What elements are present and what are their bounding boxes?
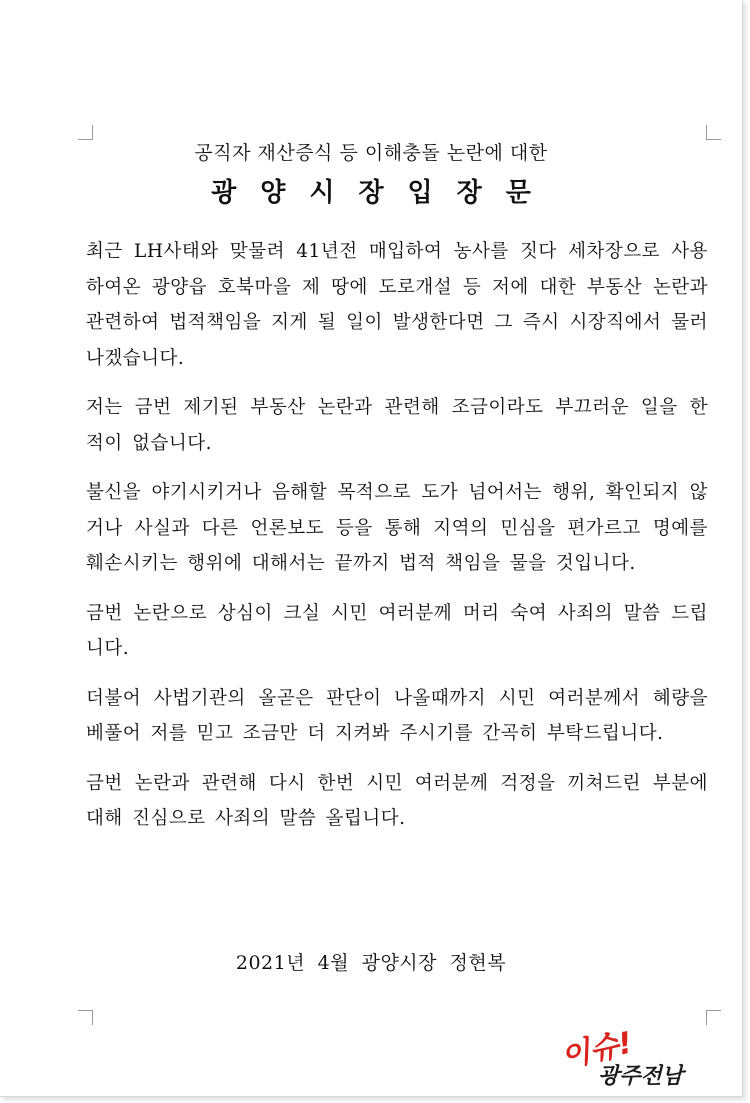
signature-line: 2021년 4월 광양시장 정현복 <box>235 952 507 974</box>
crop-mark-bottom-left <box>78 1010 93 1025</box>
paragraph-1: 최근 LH사태와 맞물려 41년전 매입하여 농사를 짓다 세차장으로 사용하여온 광양읍 호북마을 제 땅에 도로개설 등 저에 대한 부동산 논란과 관련하여 법적책임을 지게 될 일이 발생한다면 그 즉시 시장직에서 물러나겠습니다. <box>86 241 708 369</box>
document-title: 광양시장입장문 <box>211 178 555 208</box>
paragraph-6: 금번 논란과 관련해 다시 한번 시민 여러분께 걱정을 끼쳐드린 부분에 대해 진심으로 사죄의 말씀 올립니다. <box>86 772 708 829</box>
paragraph-2: 저는 금번 제기된 부동산 논란과 관련해 조금이라도 부끄러운 일을 한 적이 없습니다. <box>86 397 708 454</box>
paragraph-3: 불신을 야기시키거나 음해할 목적으로 도가 넘어서는 행위, 확인되지 않거나 사실과 다른 언론보도 등을 통해 지역의 민심을 편가르고 명예를 훼손시키는 행위에 대해서는 끝까지 법적 책임을 물을 것입니다. <box>86 482 708 574</box>
watermark-line2: 광주전남 <box>598 1064 684 1089</box>
watermark-logo-graphic <box>560 1025 710 1095</box>
paragraph-4: 금번 논란으로 상심이 크실 시민 여러분께 머리 숙여 사죄의 말씀 드립니다. <box>86 602 708 659</box>
paragraph-5: 더불어 사법기관의 올곧은 판단이 나올때까지 시민 여러분께서 혜량을 베풀어 저를 믿고 조금만 더 지켜봐 주시기를 간곡히 부탁드립니다. <box>86 687 708 744</box>
watermark-logo <box>560 1025 710 1095</box>
crop-mark-bottom-right <box>706 1010 721 1025</box>
document-subtitle: 공직자 재산증식 등 이해충돌 논란에 대한 <box>194 142 548 164</box>
watermark-line1: 이슈! <box>560 1025 636 1075</box>
document-body <box>86 234 708 851</box>
